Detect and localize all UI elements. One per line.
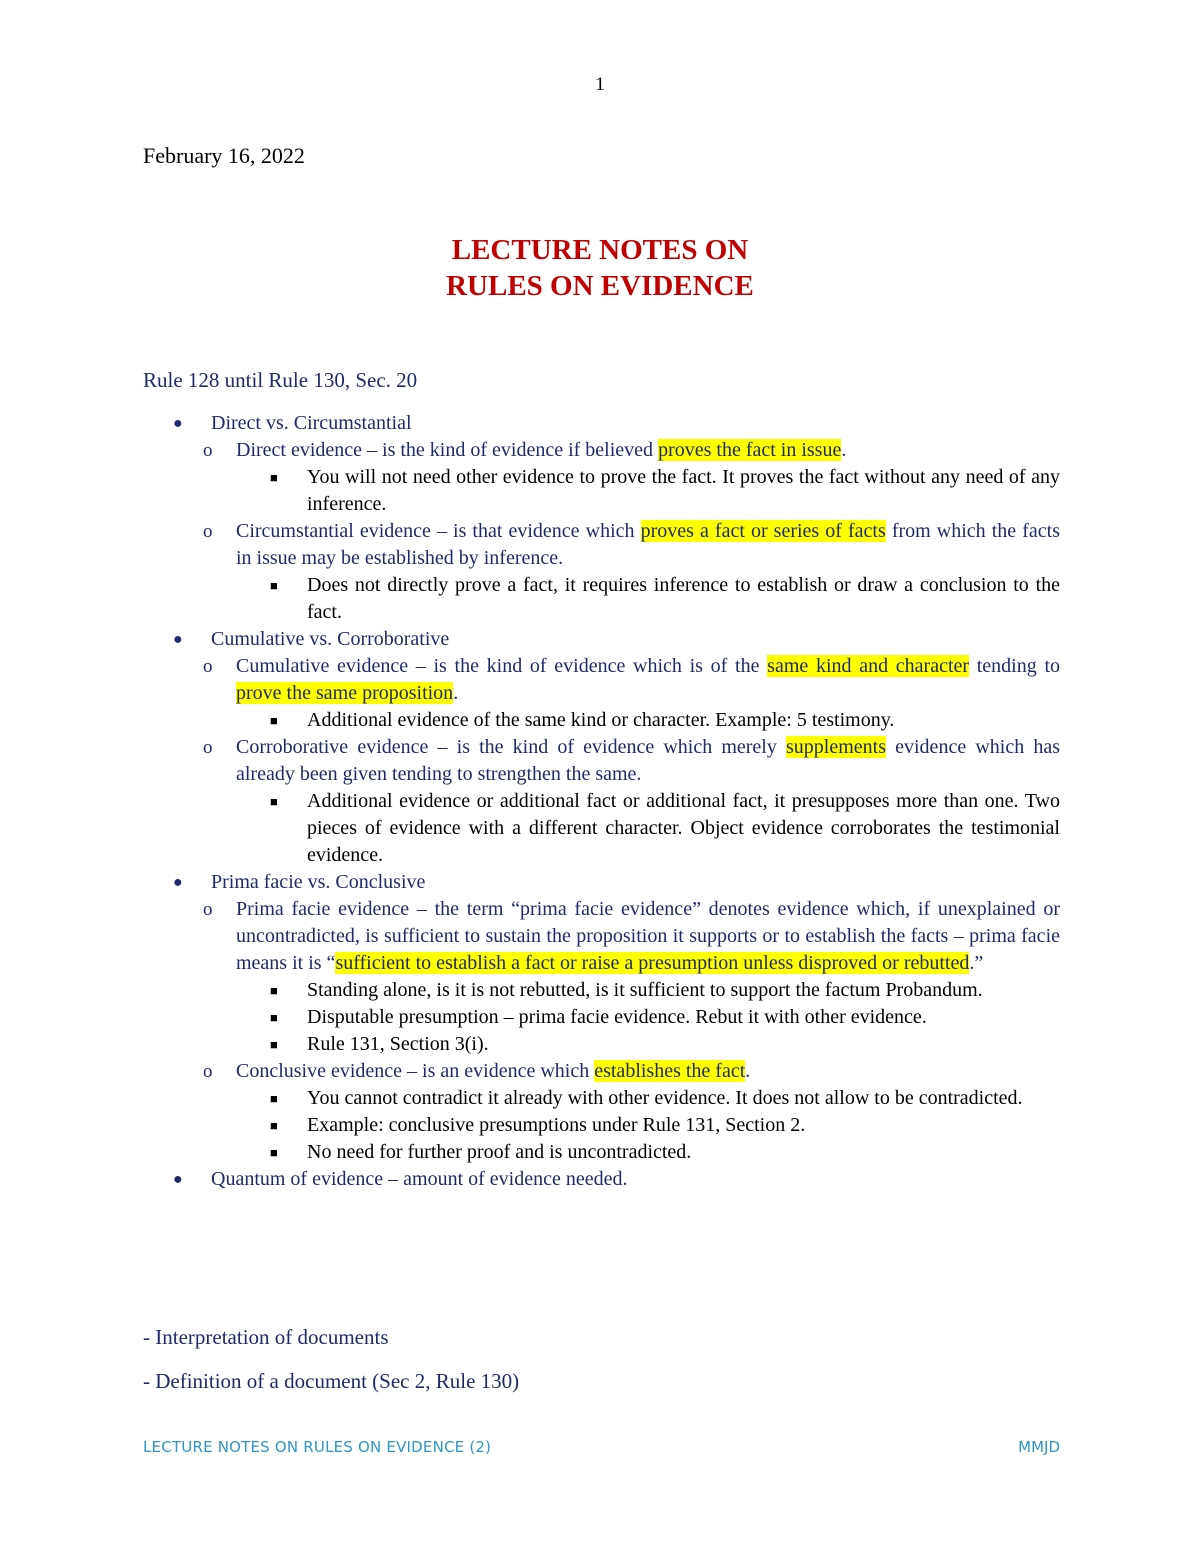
document-title xyxy=(0,232,1200,304)
circle-marker: o xyxy=(203,899,213,920)
bullet-marker: ● xyxy=(173,1171,183,1188)
circle-marker: o xyxy=(203,737,213,758)
square-marker: ■ xyxy=(270,470,278,485)
subitem-direct-evidence xyxy=(203,437,1060,464)
note-prima-facie-3 xyxy=(270,1031,1060,1058)
dash-item-interpretation: - Interpretation of documents xyxy=(143,1325,389,1349)
note-conclusive-2 xyxy=(270,1112,1060,1139)
definition-text-end: . xyxy=(453,682,459,704)
subitem-prima-facie-evidence xyxy=(203,896,1060,977)
square-marker: ■ xyxy=(270,578,278,593)
highlighted-phrase: same kind and character xyxy=(767,655,970,677)
highlighted-phrase: supplements xyxy=(786,736,886,758)
note-conclusive-1 xyxy=(270,1085,1060,1112)
outline-item-cumulative-vs-corroborative xyxy=(165,626,1060,653)
definition-text-end: from which the facts in issue may be established by inference. xyxy=(236,520,1060,569)
footer-title: LECTURE NOTES ON RULES ON EVIDENCE (2) xyxy=(143,1438,492,1456)
bullet-marker: ● xyxy=(173,631,183,648)
highlighted-phrase: prove the same proposition xyxy=(236,682,454,704)
subitem-cumulative-evidence xyxy=(203,653,1060,707)
definition-text: Corroborative evidence – is the kind of evidence which merely xyxy=(236,736,786,758)
rule-scope: Rule 128 until Rule 130, Sec. 20 xyxy=(143,368,418,392)
note-text: You cannot contradict it already with other evidence. It does not allow to be contradicted. xyxy=(307,1087,1023,1109)
definition-text-end: .” xyxy=(969,952,984,974)
square-marker: ■ xyxy=(270,1091,278,1106)
note-text: Example: conclusive presumptions under Rule 131, Section 2. xyxy=(307,1114,806,1136)
note-circumstantial-evidence xyxy=(270,572,1060,626)
note-direct-evidence xyxy=(270,464,1060,518)
square-marker: ■ xyxy=(270,794,278,809)
note-text: Does not directly prove a fact, it requires inference to establish or draw a conclusion to the fact. xyxy=(307,574,1060,623)
circle-marker: o xyxy=(203,656,213,677)
note-text: No need for further proof and is uncontradicted. xyxy=(307,1141,692,1163)
outline-heading: Quantum of evidence – amount of evidence needed. xyxy=(211,1168,628,1190)
definition-text: Direct evidence – is the kind of evidence if believed xyxy=(236,439,659,461)
definition-text: Circumstantial evidence – is that evidence which xyxy=(236,520,641,542)
title-line-2: RULES ON EVIDENCE xyxy=(446,270,754,302)
circle-marker: o xyxy=(203,1061,213,1082)
outline-heading: Cumulative vs. Corroborative xyxy=(211,628,450,650)
definition-text-end: . xyxy=(841,439,847,461)
page-number: 1 xyxy=(595,74,605,95)
note-text: Additional evidence of the same kind or character. Example: 5 testimony. xyxy=(307,709,895,731)
highlighted-phrase: establishes the fact xyxy=(594,1060,746,1082)
highlighted-phrase: proves the fact in issue xyxy=(658,439,842,461)
bullet-marker: ● xyxy=(173,874,183,891)
definition-text-end: evidence which has already been given tending to strengthen the same. xyxy=(236,736,1060,785)
note-text: Additional evidence or additional fact or additional fact, it presupposes more than one. Two pieces of evidence with a different character. Object evidence corroborates the testimonial evidence. xyxy=(307,790,1060,866)
square-marker: ■ xyxy=(270,713,278,728)
outline-item-quantum-of-evidence xyxy=(165,1166,1060,1193)
square-marker: ■ xyxy=(270,1037,278,1052)
note-conclusive-3 xyxy=(270,1139,1060,1166)
subitem-corroborative-evidence xyxy=(203,734,1060,788)
circle-marker: o xyxy=(203,440,213,461)
square-marker: ■ xyxy=(270,1145,278,1160)
definition-text: Cumulative evidence – is the kind of evidence which is of the xyxy=(236,655,768,677)
outline-heading: Direct vs. Circumstantial xyxy=(211,412,412,434)
document-date: February 16, 2022 xyxy=(143,143,305,168)
note-cumulative-evidence xyxy=(270,707,1060,734)
bullet-marker: ● xyxy=(173,415,183,432)
evidence-outline xyxy=(165,410,1060,1193)
definition-text-mid: tending to xyxy=(969,655,1060,677)
definition-text: Conclusive evidence – is an evidence which xyxy=(236,1060,595,1082)
title-line-1: LECTURE NOTES ON xyxy=(451,234,749,266)
outline-item-prima-facie-vs-conclusive xyxy=(165,869,1060,896)
outline-heading: Prima facie vs. Conclusive xyxy=(211,871,426,893)
note-text: Standing alone, is it is not rebutted, is it sufficient to support the factum Probandum. xyxy=(307,979,983,1001)
note-prima-facie-1 xyxy=(270,977,1060,1004)
footer-initials: MMJD xyxy=(1018,1438,1060,1456)
definition-text-end: . xyxy=(745,1060,751,1082)
note-prima-facie-2 xyxy=(270,1004,1060,1031)
square-marker: ■ xyxy=(270,983,278,998)
outline-item-direct-vs-circumstantial xyxy=(165,410,1060,437)
subitem-conclusive-evidence xyxy=(203,1058,1060,1085)
definition-text: Prima facie evidence – the term “prima facie evidence” denotes evidence which, if unexplained or uncontradicted, is sufficient to sustain the proposition it supports or to establish the facts – prima facie means it is “ xyxy=(236,898,1060,974)
square-marker: ■ xyxy=(270,1010,278,1025)
note-text: You will not need other evidence to prove the fact. It proves the fact without any need of any inference. xyxy=(307,466,1060,515)
highlighted-phrase: proves a fact or series of facts xyxy=(640,520,886,542)
square-marker: ■ xyxy=(270,1118,278,1133)
dash-item-definition: - Definition of a document (Sec 2, Rule 130) xyxy=(143,1369,520,1393)
subitem-circumstantial-evidence xyxy=(203,518,1060,572)
circle-marker: o xyxy=(203,521,213,542)
note-text: Rule 131, Section 3(i). xyxy=(307,1033,489,1055)
note-corroborative-evidence xyxy=(270,788,1060,869)
note-text: Disputable presumption – prima facie evidence. Rebut it with other evidence. xyxy=(307,1006,927,1028)
highlighted-phrase: sufficient to establish a fact or raise a presumption unless disproved or rebutted xyxy=(335,952,970,974)
